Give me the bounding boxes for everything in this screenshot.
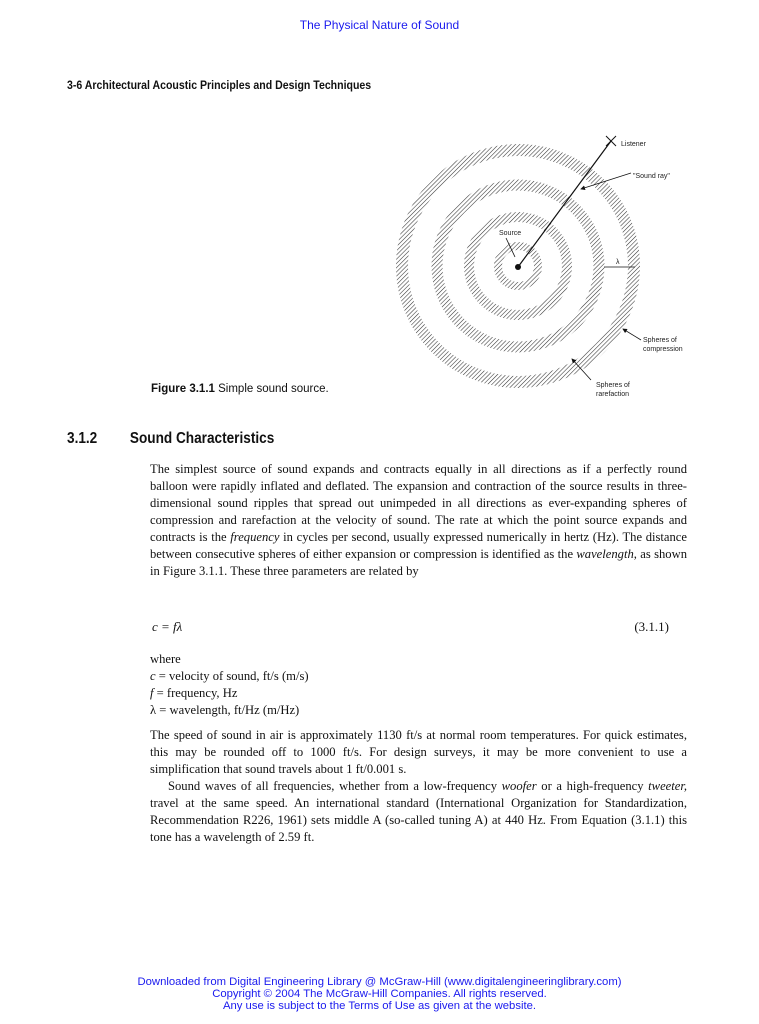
equation-number: (3.1.1) xyxy=(634,619,669,634)
running-head: 3-6 Architectural Acoustic Principles and Design Techniques xyxy=(67,78,372,92)
term-tweeter: tweeter, xyxy=(648,779,687,793)
listener-icon xyxy=(606,136,616,146)
footer-copyright[interactable]: Copyright © 2004 The McGraw-Hill Companies. All rights reserved. xyxy=(212,988,547,1000)
equation-3-1-1 xyxy=(152,619,669,635)
lambda-label: λ xyxy=(616,259,620,266)
term-wavelength: wavelength xyxy=(576,547,634,561)
paragraph-intro: The simplest source of sound expands and contracts equally in all directions as if a perfectly round balloon were rapidly inflated and deflated. The expansion and contraction of the source results in three-dimensional sound ripples that spread out unimpeded in all directions as ever-expanding spheres of compression and rarefaction at the velocity of sound. The rate at which the point source expands and contracts is the frequency in cycles per second, usually expressed numerically in hertz (Hz). The distance between consecutive spheres of either expansion or compression is identified as the wavelength, as shown in Figure 3.1.1. These three parameters are related by xyxy=(150,462,687,578)
rarefaction-label-1: Spheres of xyxy=(596,382,630,389)
section-heading xyxy=(67,430,274,448)
paragraph-speed: The speed of sound in air is approximately 1130 ft/s at normal room temperatures. For quick estimates, this may be rounded off to 1000 ft/s. For design surveys, it may be more convenient to use a simplification that sound travels about 1 ft/0.001 s. xyxy=(150,728,687,776)
term-woofer: woofer xyxy=(501,779,537,793)
paragraph-frequencies: Sound waves of all frequencies, whether from a low-frequency woofer or a high-frequency tweeter, travel at the same speed. An international standard (International Organization for Standardization, Recommendation R226, 1961) sets middle A (so-called tuning A) at 440 Hz. From Equation (3.1.1) this tone has a wavelength of 2.59 ft. xyxy=(150,779,687,844)
compression-label-1: Spheres of xyxy=(643,337,677,344)
def-wavelength: λ = wavelength, ft/Hz (m/Hz) xyxy=(150,703,300,717)
footer xyxy=(0,976,759,1012)
compression-label-2: compression xyxy=(643,346,683,353)
term-frequency: frequency xyxy=(230,530,280,544)
sound-source-figure xyxy=(395,133,695,403)
source-label: Source xyxy=(499,230,522,237)
body-text-lower xyxy=(150,727,687,846)
section-title: Sound Characteristics xyxy=(129,430,275,447)
rarefaction-label-2: rarefaction xyxy=(596,391,630,398)
footer-download-link[interactable]: Downloaded from Digital Engineering Library @ McGraw-Hill (www.digitalengineeringlibrary.com) xyxy=(137,976,622,988)
listener-label: Listener xyxy=(621,141,646,148)
equation-expression: c = fλ xyxy=(152,619,183,634)
figure-caption xyxy=(151,383,329,395)
figure-caption-text: Simple sound source. xyxy=(218,383,329,395)
def-velocity: c = velocity of sound, ft/s (m/s) xyxy=(150,669,309,683)
sound-ray-label: "Sound ray" xyxy=(633,173,670,180)
where-intro: where xyxy=(150,652,181,666)
book-title-link[interactable]: The Physical Nature of Sound xyxy=(299,18,460,32)
section-number: 3.1.2 xyxy=(67,430,98,447)
footer-terms-link[interactable]: Any use is subject to the Terms of Use as given at the website. xyxy=(222,1000,537,1012)
def-frequency: f = frequency, Hz xyxy=(150,686,238,700)
figure-caption-label: Figure 3.1.1 xyxy=(151,383,215,395)
variable-definitions xyxy=(150,651,687,719)
